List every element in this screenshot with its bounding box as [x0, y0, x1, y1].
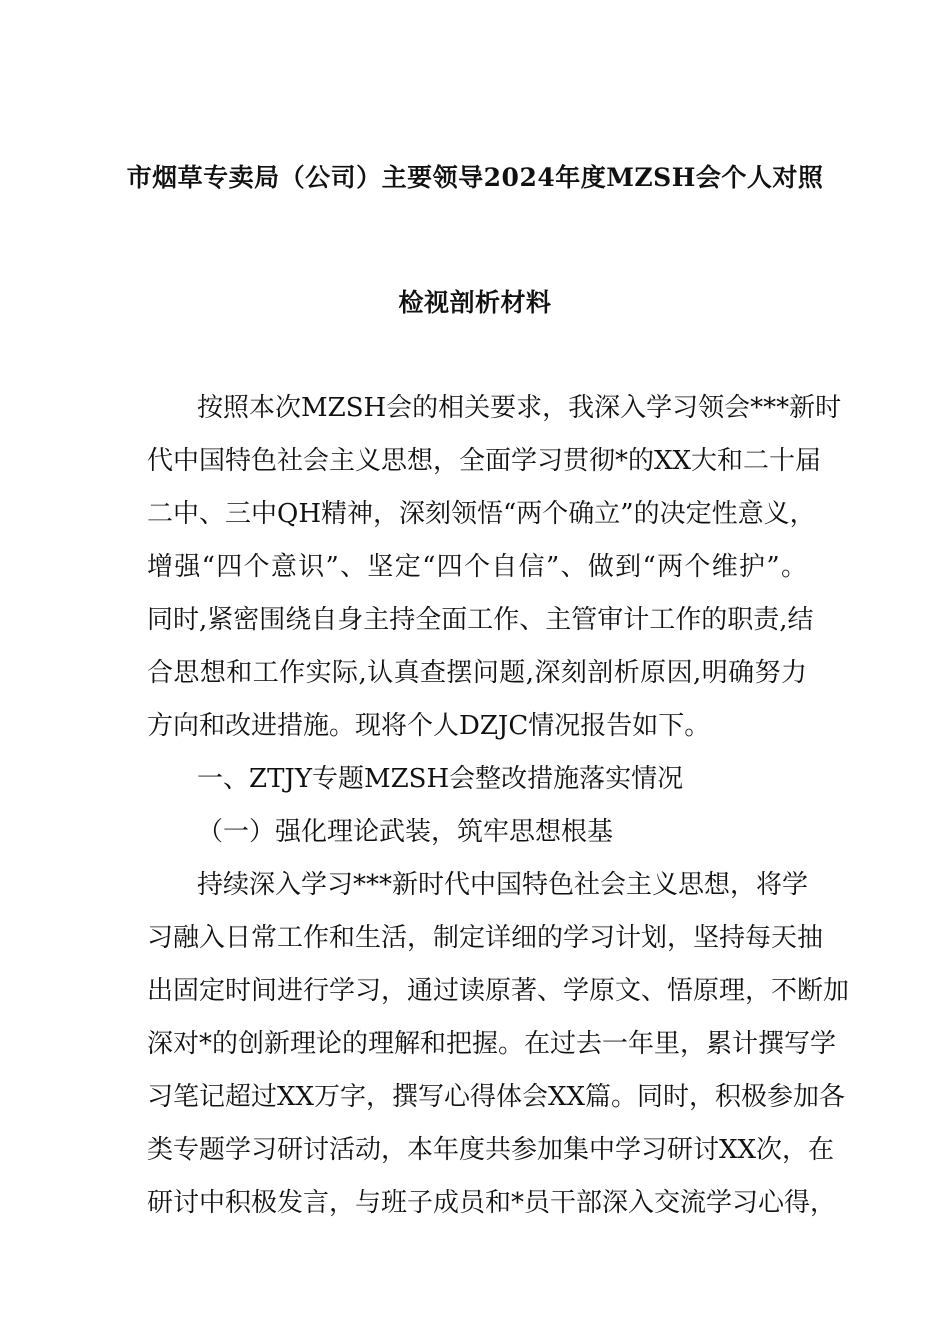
- document-title-line-2: 检视剖析材料: [398, 288, 552, 317]
- intro-paragraph-line: 代中国特色社会主义思想，全面学习贯彻*的XX大和二十届: [147, 446, 822, 476]
- body-paragraph-line: 持续深入学习***新时代中国特色社会主义思想，将学: [197, 870, 809, 900]
- intro-paragraph-line: 二中、三中QH精神，深刻领悟“两个确立”的决定性意义，: [147, 499, 816, 529]
- subsection-heading: （一）强化理论武装，筑牢思想根基: [197, 817, 614, 847]
- body-paragraph-line: 深对*的创新理论的理解和把握。在过去一年里，累计撰写学: [147, 1029, 837, 1059]
- intro-paragraph-line: 合思想和工作实际,认真查摆问题,深刻剖析原因,明确努力: [147, 658, 807, 688]
- section-heading: 一、ZTJY专题MZSH会整改措施落实情况: [197, 764, 684, 794]
- body-paragraph-line: 出固定时间进行学习，通过读原著、学原文、悟原理，不断加: [147, 976, 850, 1006]
- intro-paragraph-line: 同时,紧密围绕自身主持全面工作、主管审计工作的职责,结: [147, 605, 814, 635]
- intro-paragraph-line: 按照本次MZSH会的相关要求，我深入学习领会***新时: [197, 393, 842, 423]
- body-paragraph-line: 习笔记超过XX万字，撰写心得体会XX篇。同时，积极参加各: [147, 1082, 846, 1112]
- intro-paragraph-line: 方向和改进措施。现将个人DZJC情况报告如下。: [147, 711, 711, 741]
- document-title-line-1: 市烟草专卖局（公司）主要领导2024年度MZSH会个人对照: [126, 163, 824, 192]
- body-paragraph-line: 类专题学习研讨活动，本年度共参加集中学习研讨XX次，在: [147, 1135, 835, 1165]
- intro-paragraph-line: 增强“四个意识”、坚定“四个自信”、做到“两个维护”。: [147, 552, 807, 582]
- body-paragraph-line: 习融入日常工作和生活，制定详细的学习计划，坚持每天抽: [147, 923, 824, 953]
- body-paragraph-line: 研讨中积极发言，与班子成员和*员干部深入交流学习心得，: [147, 1188, 837, 1218]
